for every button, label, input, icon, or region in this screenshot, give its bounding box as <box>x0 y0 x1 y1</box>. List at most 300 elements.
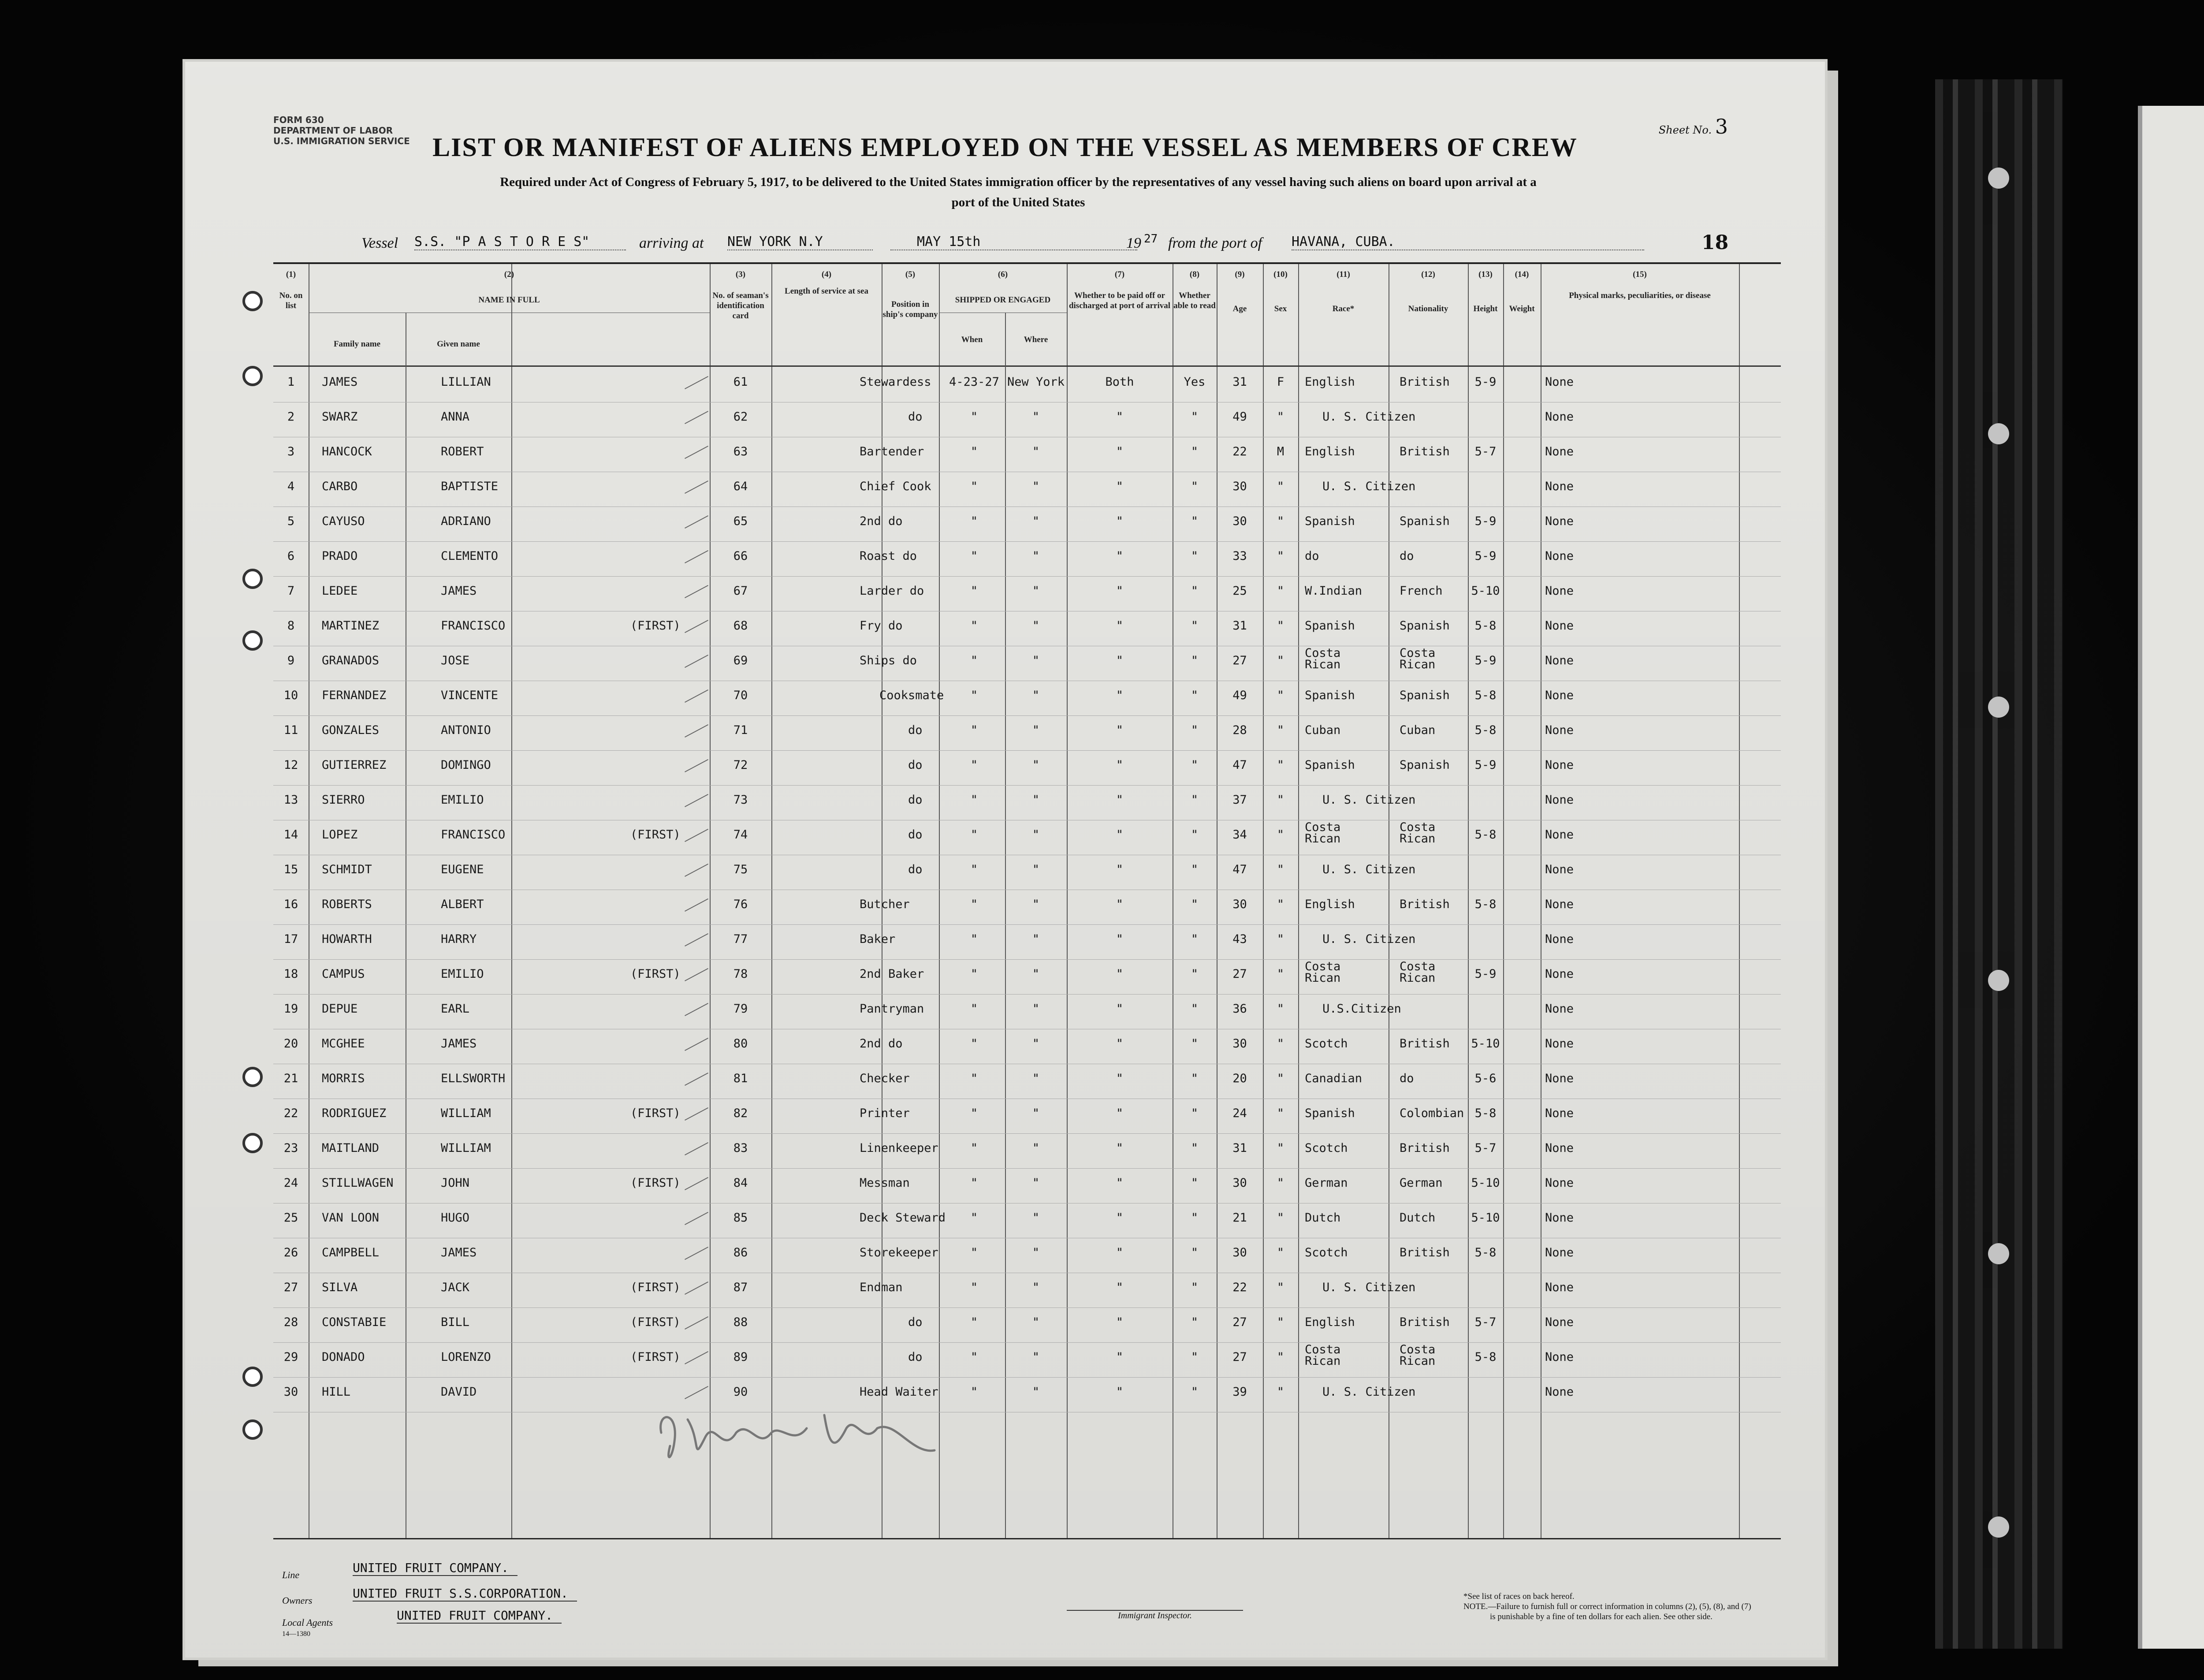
sheet-value: 3 <box>1715 115 1728 138</box>
cell-sex: F <box>1277 375 1284 389</box>
check-tick-icon <box>685 550 708 563</box>
cell-card: 68 <box>733 619 748 633</box>
vessel-label: Vessel <box>361 235 398 251</box>
table-row <box>273 717 1781 752</box>
header-name-in-full: NAME IN FULL <box>478 295 540 305</box>
cell-read: " <box>1191 793 1199 807</box>
cell-sex: " <box>1277 967 1284 981</box>
cell-nationality: do <box>1400 549 1414 563</box>
cell-paid: " <box>1116 1211 1124 1225</box>
cell-family-name: MORRIS <box>322 1072 365 1085</box>
row-rule <box>273 576 1781 577</box>
table-row <box>273 1240 1781 1274</box>
header-length-service: Length of service at sea <box>785 287 868 296</box>
cell-read: " <box>1191 758 1199 772</box>
cell-when: " <box>970 863 978 876</box>
cell-position: Larder do <box>860 584 924 598</box>
cell-given-name: HARRY <box>441 932 477 946</box>
cell-card: 81 <box>733 1072 748 1085</box>
cell-when: " <box>970 828 978 842</box>
cell-race: Costa Rican <box>1305 820 1341 846</box>
punch-hole-icon <box>1988 970 2009 991</box>
cell-read: " <box>1191 1037 1199 1050</box>
crew-table <box>273 262 1781 1539</box>
cell-read: " <box>1191 863 1199 876</box>
check-tick-icon <box>685 724 708 738</box>
cell-race: U. S. Citizen <box>1322 480 1416 493</box>
cell-sex: " <box>1277 514 1284 528</box>
check-tick-icon <box>685 968 708 981</box>
table-row <box>273 1170 1781 1204</box>
cell-height: 5-8 <box>1474 1350 1497 1364</box>
cell-paid: " <box>1116 514 1124 528</box>
cell-height: 5-8 <box>1474 898 1497 911</box>
cell-height: 5-9 <box>1474 758 1497 772</box>
cell-paid: " <box>1116 967 1124 981</box>
cell-race: English <box>1305 1315 1355 1329</box>
table-row <box>273 682 1781 717</box>
cell-read: " <box>1191 1106 1199 1120</box>
table-row <box>273 369 1781 403</box>
header-rule <box>273 365 1781 367</box>
cell-where: " <box>1032 1141 1040 1155</box>
cell-position: 2nd do <box>860 1037 903 1050</box>
cell-paid: " <box>1116 1176 1124 1190</box>
cell-card: 78 <box>733 967 748 981</box>
cell-card: 75 <box>733 863 748 876</box>
check-tick-icon <box>685 1038 708 1051</box>
cell-position: do <box>908 863 923 876</box>
page-title: LIST OR MANIFEST OF ALIENS EMPLOYED ON THE VESSEL AS MEMBERS OF CREW <box>432 133 1578 162</box>
owners-value: UNITED FRUIT S.S.CORPORATION. <box>353 1586 577 1602</box>
cell-race: U. S. Citizen <box>1322 410 1416 424</box>
cell-family-name: LOPEZ <box>322 828 358 842</box>
cell-family-name: SIERRO <box>322 793 365 807</box>
column-number: (15) <box>1633 270 1647 279</box>
cell-card: 86 <box>733 1246 748 1259</box>
cell-no: 23 <box>283 1141 298 1155</box>
cell-no: 8 <box>287 619 295 633</box>
cell-given-name: FRANCISCO <box>441 828 506 842</box>
cell-read: " <box>1191 967 1199 981</box>
cell-family-name: MARTINEZ <box>322 619 380 633</box>
cell-given-name: ALBERT <box>441 898 484 911</box>
cell-paid: " <box>1116 1315 1124 1329</box>
cell-marks: None <box>1545 793 1574 807</box>
punch-hole-icon <box>242 630 263 651</box>
cell-position: Ships do <box>860 654 917 667</box>
cell-height: 5-10 <box>1471 1037 1500 1050</box>
check-tick-icon <box>685 933 708 946</box>
cell-when: " <box>970 793 978 807</box>
cell-marks: None <box>1545 1141 1574 1155</box>
cell-family-name: RODRIGUEZ <box>322 1106 387 1120</box>
column-number: (3) <box>735 270 746 279</box>
footer-note: NOTE.—Failure to furnish full or correct information in columns (2), (5), (8), and (7) <box>1463 1602 1751 1611</box>
cell-when: 4-23-27 <box>949 375 999 389</box>
table-row <box>273 439 1781 473</box>
check-tick-icon <box>685 620 708 633</box>
cell-nationality: Costa Rican <box>1400 820 1436 846</box>
cell-where: New York <box>1007 375 1065 389</box>
subtitle-line: Required under Act of Congress of February 5, 1917, to be delivered to the United States immigration officer by the representatives of any vessel having such aliens on board upon arrival at a <box>500 175 1537 189</box>
punch-hole-icon <box>1988 1243 2009 1264</box>
cell-age: 30 <box>1232 1246 1247 1259</box>
cell-nationality: Costa Rican <box>1400 960 1436 985</box>
table-row <box>273 1135 1781 1170</box>
cell-marks: None <box>1545 1072 1574 1085</box>
cell-family-name: DEPUE <box>322 1002 358 1016</box>
header-marks: Physical marks, peculiarities, or disease <box>1569 291 1711 300</box>
cell-nationality: British <box>1400 1141 1450 1155</box>
cell-no: 9 <box>287 654 295 667</box>
cell-race: Canadian <box>1305 1072 1363 1085</box>
cell-sex: " <box>1277 654 1284 667</box>
cell-position: Roast do <box>860 549 917 563</box>
cell-age: 25 <box>1232 584 1247 598</box>
cell-given-name: DAVID <box>441 1385 477 1399</box>
cell-where: " <box>1032 758 1040 772</box>
cell-nationality: do <box>1400 1072 1414 1085</box>
cell-paid: " <box>1116 584 1124 598</box>
cell-where: " <box>1032 1002 1040 1016</box>
cell-paid: " <box>1116 758 1124 772</box>
cell-note: (FIRST) <box>630 1281 681 1294</box>
cell-position: Bartender <box>860 445 924 458</box>
cell-when: " <box>970 689 978 702</box>
cell-height: 5-7 <box>1474 1141 1497 1155</box>
cell-no: 2 <box>287 410 295 424</box>
cell-sex: " <box>1277 723 1284 737</box>
cell-given-name: ADRIANO <box>441 514 491 528</box>
dept-line: U.S. IMMIGRATION SERVICE <box>273 136 410 146</box>
cell-position: Cooksmate <box>879 689 944 702</box>
cell-when: " <box>970 584 978 598</box>
cell-no: 3 <box>287 445 295 458</box>
cell-race: Costa Rican <box>1305 646 1341 671</box>
cell-nationality: British <box>1400 375 1450 389</box>
cell-card: 90 <box>733 1385 748 1399</box>
cell-age: 24 <box>1232 1106 1247 1120</box>
cell-race: Spanish <box>1305 619 1355 633</box>
agents-value: UNITED FRUIT COMPANY. <box>397 1608 562 1624</box>
check-tick-icon <box>685 829 708 842</box>
adjacent-page-edge <box>2138 106 2204 1649</box>
cell-height: 5-10 <box>1471 584 1500 598</box>
cell-sex: " <box>1277 1385 1284 1399</box>
cell-marks: None <box>1545 584 1574 598</box>
table-row <box>273 891 1781 926</box>
cell-marks: None <box>1545 1385 1574 1399</box>
cell-race: Scotch <box>1305 1037 1348 1050</box>
cell-read: " <box>1191 549 1199 563</box>
cell-no: 17 <box>283 932 298 946</box>
table-row <box>273 787 1781 821</box>
cell-paid: " <box>1116 793 1124 807</box>
cell-read: " <box>1191 1141 1199 1155</box>
cell-age: 31 <box>1232 619 1247 633</box>
cell-marks: None <box>1545 375 1574 389</box>
cell-sex: " <box>1277 1072 1284 1085</box>
check-tick-icon <box>685 1212 708 1225</box>
cell-given-name: HUGO <box>441 1211 470 1225</box>
header-able-to-read: Whether able to read <box>1173 291 1216 310</box>
cell-age: 43 <box>1232 932 1247 946</box>
cell-age: 49 <box>1232 410 1247 424</box>
arriving-label: arriving at <box>639 235 704 251</box>
arriving-at: NEW YORK N.Y <box>727 234 873 250</box>
cell-when: " <box>970 445 978 458</box>
cell-sex: " <box>1277 1141 1284 1155</box>
cell-where: " <box>1032 967 1040 981</box>
cell-no: 4 <box>287 480 295 493</box>
cell-when: " <box>970 1315 978 1329</box>
cell-no: 12 <box>283 758 298 772</box>
header-seaman-id: No. of seaman's identification card <box>712 291 769 320</box>
cell-card: 74 <box>733 828 748 842</box>
cell-age: 27 <box>1232 967 1247 981</box>
column-number: (6) <box>998 270 1008 279</box>
cell-read: " <box>1191 619 1199 633</box>
punch-hole-icon <box>242 366 263 386</box>
cell-where: " <box>1032 480 1040 493</box>
column-number: (2) <box>504 270 514 279</box>
cell-marks: None <box>1545 1350 1574 1364</box>
cell-family-name: GONZALES <box>322 723 380 737</box>
cell-read: " <box>1191 410 1199 424</box>
punch-hole-icon <box>242 1367 263 1387</box>
cell-given-name: ANTONIO <box>441 723 491 737</box>
cell-card: 84 <box>733 1176 748 1190</box>
cell-age: 20 <box>1232 1072 1247 1085</box>
cell-card: 63 <box>733 445 748 458</box>
cell-height: 5-10 <box>1471 1211 1500 1225</box>
cell-given-name: ANNA <box>441 410 470 424</box>
cell-height: 5-9 <box>1474 375 1497 389</box>
row-rule <box>273 959 1781 960</box>
cell-where: " <box>1032 1176 1040 1190</box>
header-position: Position in ship's company <box>882 300 938 319</box>
cell-marks: None <box>1545 619 1574 633</box>
cell-read: " <box>1191 445 1199 458</box>
form-code: 14—1380 <box>282 1630 310 1638</box>
check-tick-icon <box>685 1351 708 1364</box>
sheet-label: Sheet No. <box>1658 124 1712 136</box>
cell-where: " <box>1032 1037 1040 1050</box>
cell-no: 13 <box>283 793 298 807</box>
cell-card: 76 <box>733 898 748 911</box>
header-given-name: Given name <box>437 339 480 349</box>
table-row <box>273 996 1781 1030</box>
cell-age: 30 <box>1232 898 1247 911</box>
cell-age: 33 <box>1232 549 1247 563</box>
year-suffix: 27 <box>1144 232 1158 246</box>
table-row <box>273 613 1781 647</box>
cell-sex: " <box>1277 689 1284 702</box>
table-row <box>273 578 1781 612</box>
cell-race: German <box>1305 1176 1348 1190</box>
cell-marks: None <box>1545 689 1574 702</box>
table-row <box>273 1309 1781 1344</box>
cell-race: U. S. Citizen <box>1322 932 1416 946</box>
cell-when: " <box>970 619 978 633</box>
cell-sex: " <box>1277 793 1284 807</box>
line-label: Line <box>282 1569 300 1580</box>
arrival-date: MAY 15th <box>890 234 1137 250</box>
cell-position: Printer <box>860 1106 910 1120</box>
cell-sex: " <box>1277 549 1284 563</box>
cell-where: " <box>1032 1315 1040 1329</box>
cell-marks: None <box>1545 967 1574 981</box>
cell-age: 30 <box>1232 1176 1247 1190</box>
cell-race: Dutch <box>1305 1211 1341 1225</box>
cell-given-name: BAPTISTE <box>441 480 499 493</box>
cell-family-name: LEDEE <box>322 584 358 598</box>
from-label: from the port of <box>1168 235 1262 251</box>
check-tick-icon <box>685 1316 708 1330</box>
cell-given-name: ELLSWORTH <box>441 1072 506 1085</box>
cell-marks: None <box>1545 828 1574 842</box>
cell-where: " <box>1032 410 1040 424</box>
cell-note: (FIRST) <box>630 619 681 633</box>
cell-race: Costa Rican <box>1305 1343 1341 1368</box>
header-nationality: Nationality <box>1408 304 1448 313</box>
cell-note: (FIRST) <box>630 1315 681 1329</box>
table-row <box>273 1100 1781 1135</box>
cell-sex: " <box>1277 932 1284 946</box>
cell-given-name: WILLIAM <box>441 1106 491 1120</box>
cell-marks: None <box>1545 1281 1574 1294</box>
inspector-signature <box>648 1402 957 1472</box>
vessel-name: S.S. "P A S T O R E S" <box>414 234 626 250</box>
cell-when: " <box>970 1106 978 1120</box>
punch-hole-icon <box>242 1419 263 1440</box>
cell-family-name: GUTIERREZ <box>322 758 387 772</box>
cell-paid: " <box>1116 549 1124 563</box>
cell-height: 5-9 <box>1474 514 1497 528</box>
owners-label: Owners <box>282 1595 313 1606</box>
cell-position: do <box>908 1350 923 1364</box>
column-number: (1) <box>286 270 296 279</box>
cell-read: " <box>1191 1176 1199 1190</box>
cell-no: 20 <box>283 1037 298 1050</box>
cell-no: 24 <box>283 1176 298 1190</box>
cell-given-name: JACK <box>441 1281 470 1294</box>
header-race: Race* <box>1332 304 1355 313</box>
cell-where: " <box>1032 863 1040 876</box>
sheet-number: 18 <box>1701 231 1729 254</box>
row-rule <box>273 1307 1781 1308</box>
cell-height: 5-6 <box>1474 1072 1497 1085</box>
cell-when: " <box>970 1211 978 1225</box>
table-row <box>273 926 1781 961</box>
cell-no: 25 <box>283 1211 298 1225</box>
cell-marks: None <box>1545 445 1574 458</box>
cell-family-name: STILLWAGEN <box>322 1176 394 1190</box>
cell-given-name: ROBERT <box>441 445 484 458</box>
column-number: (4) <box>821 270 832 279</box>
row-rule <box>273 785 1781 786</box>
cell-age: 27 <box>1232 654 1247 667</box>
cell-family-name: ROBERTS <box>322 898 372 911</box>
cell-paid: " <box>1116 1002 1124 1016</box>
cell-race: Scotch <box>1305 1246 1348 1259</box>
table-row <box>273 508 1781 543</box>
manifest-page <box>185 62 1825 1658</box>
cell-position: Head Waiter <box>860 1385 938 1399</box>
cell-family-name: CAMPBELL <box>322 1246 380 1259</box>
cell-nationality: Spanish <box>1400 758 1450 772</box>
cell-read: " <box>1191 1350 1199 1364</box>
row-rule <box>273 1377 1781 1378</box>
cell-sex: " <box>1277 1281 1284 1294</box>
cell-sex: " <box>1277 1176 1284 1190</box>
cell-no: 26 <box>283 1246 298 1259</box>
cell-paid: Both <box>1105 375 1134 389</box>
cell-sex: " <box>1277 758 1284 772</box>
check-tick-icon <box>685 1247 708 1260</box>
check-tick-icon <box>685 1003 708 1016</box>
footer-notes <box>1463 1591 1751 1622</box>
cell-race: English <box>1305 445 1355 458</box>
cell-paid: " <box>1116 1037 1124 1050</box>
cell-race: U. S. Citizen <box>1322 863 1416 876</box>
cell-given-name: JAMES <box>441 584 477 598</box>
cell-race: Cuban <box>1305 723 1341 737</box>
cell-family-name: PRADO <box>322 549 358 563</box>
cell-nationality: Cuban <box>1400 723 1436 737</box>
cell-race: U. S. Citizen <box>1322 793 1416 807</box>
cell-marks: None <box>1545 410 1574 424</box>
cell-sex: " <box>1277 1002 1284 1016</box>
cell-no: 27 <box>283 1281 298 1294</box>
row-rule <box>273 1168 1781 1169</box>
header-no-on-list: No. on list <box>279 291 303 310</box>
cell-marks: None <box>1545 898 1574 911</box>
cell-race: U. S. Citizen <box>1322 1385 1416 1399</box>
cell-given-name: JAMES <box>441 1037 477 1050</box>
cell-where: " <box>1032 514 1040 528</box>
cell-race: Spanish <box>1305 689 1355 702</box>
cell-sex: " <box>1277 1211 1284 1225</box>
cell-family-name: HANCOCK <box>322 445 372 458</box>
header-sex: Sex <box>1274 304 1287 313</box>
cell-when: " <box>970 758 978 772</box>
cell-read: " <box>1191 1072 1199 1085</box>
cell-paid: " <box>1116 898 1124 911</box>
cell-where: " <box>1032 1246 1040 1259</box>
cell-read: " <box>1191 1246 1199 1259</box>
cell-when: " <box>970 1072 978 1085</box>
cell-where: " <box>1032 723 1040 737</box>
header-age: Age <box>1232 304 1247 313</box>
check-tick-icon <box>685 1073 708 1086</box>
cell-age: 34 <box>1232 828 1247 842</box>
cell-race: Scotch <box>1305 1141 1348 1155</box>
table-row <box>273 1379 1781 1413</box>
cell-given-name: EARL <box>441 1002 470 1016</box>
cell-no: 11 <box>283 723 298 737</box>
cell-where: " <box>1032 932 1040 946</box>
cell-nationality: Colombian <box>1400 1106 1464 1120</box>
punch-hole-icon <box>1988 423 2009 444</box>
cell-age: 22 <box>1232 1281 1247 1294</box>
cell-card: 88 <box>733 1315 748 1329</box>
cell-when: " <box>970 967 978 981</box>
cell-read: " <box>1191 1211 1199 1225</box>
cell-height: 5-8 <box>1474 723 1497 737</box>
cell-card: 71 <box>733 723 748 737</box>
